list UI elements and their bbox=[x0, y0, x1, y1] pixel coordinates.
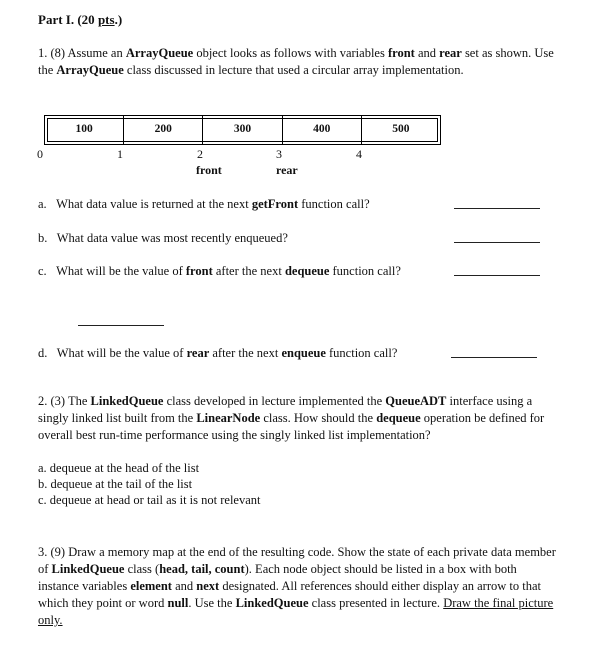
rear-label: rear bbox=[276, 163, 298, 177]
q1c-extra-line[interactable] bbox=[78, 325, 164, 326]
q2-line-1: 2. (3) The LinkedQueue class developed in lecture implemented the QueueADT interface using a bbox=[38, 394, 533, 408]
q3-line-3: instance variables element and next designated. All references should either display an arrow to that bbox=[38, 579, 541, 593]
array-index-4: 4 bbox=[356, 147, 362, 161]
q1d-answer-line[interactable] bbox=[451, 357, 537, 358]
q1-line-2: the ArrayQueue class discussed in lecture that used a circular array implementation. bbox=[38, 63, 464, 77]
array-cell-0: 100 bbox=[75, 123, 93, 135]
array-cell-1: 200 bbox=[123, 116, 202, 144]
q3-line-4: which they point or word null. Use the LinkedQueue class presented in lecture. Draw the final picture bbox=[38, 596, 554, 610]
array-cell-3: 400 bbox=[282, 116, 361, 144]
q1c-text: c. What will be the value of front after the next dequeue function call? bbox=[38, 264, 401, 278]
array-cell-2: 300 bbox=[202, 116, 281, 144]
array-index-1: 1 bbox=[117, 147, 123, 161]
q3-line-2: of LinkedQueue class (head, tail, count). Each node object should be listed in a box with both bbox=[38, 562, 517, 576]
array-index-3: 3 bbox=[276, 147, 282, 161]
part-heading: Part I. (20 pts.) bbox=[38, 12, 123, 27]
array-index-2: 2 bbox=[197, 147, 203, 161]
q1d-text: d. What will be the value of rear after the next enqueue function call? bbox=[38, 346, 398, 360]
q1c-answer-line[interactable] bbox=[454, 275, 540, 276]
q3-line-5: only. bbox=[38, 613, 63, 627]
q2-line-2: singly linked list built from the LinearNode class. How should the dequeue operation be defined for bbox=[38, 411, 545, 425]
q1b-answer-line[interactable] bbox=[454, 242, 540, 243]
q2-line-3: overall best run-time performance using the singly linked list implementation? bbox=[38, 428, 431, 442]
q2-option-a[interactable]: a. dequeue at the head of the list bbox=[38, 461, 200, 475]
q1-line-1: 1. (8) Assume an ArrayQueue object looks as follows with variables front and rear set as shown. Use bbox=[38, 46, 554, 60]
q3-line-1: 3. (9) Draw a memory map at the end of the resulting code. Show the state of each private data member bbox=[38, 545, 556, 559]
q2-option-b[interactable]: b. dequeue at the tail of the list bbox=[38, 477, 193, 491]
q1b-text: b. What data value was most recently enqueued? bbox=[38, 231, 288, 245]
array-index-0: 0 bbox=[37, 147, 43, 161]
array-cell-4: 500 bbox=[361, 116, 440, 144]
q1a-answer-line[interactable] bbox=[454, 208, 540, 209]
q2-option-c[interactable]: c. dequeue at head or tail as it is not relevant bbox=[38, 493, 261, 507]
array-diagram bbox=[44, 115, 441, 145]
q1a-text: a. What data value is returned at the next getFront function call? bbox=[38, 197, 370, 211]
front-label: front bbox=[196, 163, 222, 177]
